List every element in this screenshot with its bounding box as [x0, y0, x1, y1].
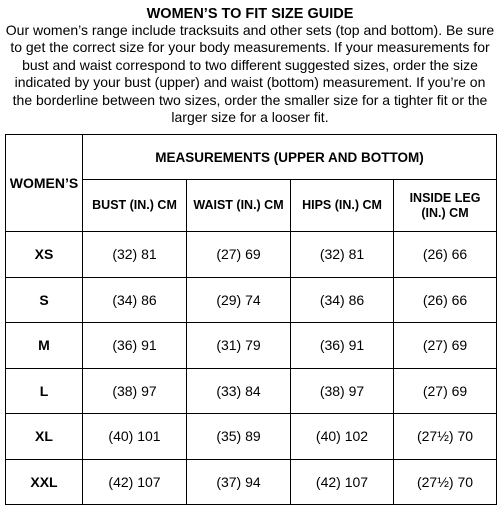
table-row: [6, 323, 497, 369]
bust-value: (40) 101: [83, 414, 187, 460]
inside-leg-value: (27) 69: [394, 323, 497, 369]
column-header-hips: HIPS (IN.) CM: [291, 180, 394, 232]
waist-value: (31) 79: [187, 323, 291, 369]
size-label: L: [6, 368, 83, 414]
bust-value: (32) 81: [83, 232, 187, 278]
column-header-waist: WAIST (IN.) CM: [187, 180, 291, 232]
hips-value: (32) 81: [291, 232, 394, 278]
table-row: [6, 368, 497, 414]
hips-value: (36) 91: [291, 323, 394, 369]
waist-value: (35) 89: [187, 414, 291, 460]
intro-paragraph: Our women’s range include tracksuits and other sets (top and bottom). Be sure to get the correct size for your body measurements. If your measurements for bust and waist correspond to two different suggested sizes, order the size indicated by your bust (upper) and waist (bottom) measurement. If you’re on the borderline between two sizes, order the smaller size for a tighter fit or the larger size for a looser fit.: [5, 22, 495, 126]
bust-value: (38) 97: [83, 368, 187, 414]
hips-value: (40) 102: [291, 414, 394, 460]
column-header-bust: BUST (IN.) CM: [83, 180, 187, 232]
waist-value: (29) 74: [187, 277, 291, 323]
inside-leg-value: (27½) 70: [394, 459, 497, 505]
size-label: XL: [6, 414, 83, 460]
hips-value: (38) 97: [291, 368, 394, 414]
hips-value: (42) 107: [291, 459, 394, 505]
bust-value: (42) 107: [83, 459, 187, 505]
inside-leg-value: (27½) 70: [394, 414, 497, 460]
bust-value: (34) 86: [83, 277, 187, 323]
table-row: [6, 414, 497, 460]
waist-value: (27) 69: [187, 232, 291, 278]
hips-value: (34) 86: [291, 277, 394, 323]
inside-leg-value: (26) 66: [394, 277, 497, 323]
page-title: WOMEN’S TO FIT SIZE GUIDE: [146, 6, 354, 22]
size-table: [5, 134, 497, 505]
table-row: [6, 277, 497, 323]
inside-leg-value: (27) 69: [394, 368, 497, 414]
size-column-header: WOMEN’S: [6, 135, 83, 232]
table-row: [6, 459, 497, 505]
size-label: XXL: [6, 459, 83, 505]
bust-value: (36) 91: [83, 323, 187, 369]
waist-value: (33) 84: [187, 368, 291, 414]
size-label: S: [6, 277, 83, 323]
column-header-inside-leg: INSIDE LEG (IN.) CM: [394, 180, 497, 232]
table-header-row: [6, 135, 497, 180]
measurements-header: MEASUREMENTS (UPPER AND BOTTOM): [83, 135, 497, 180]
size-label: XS: [6, 232, 83, 278]
table-row: [6, 232, 497, 278]
waist-value: (37) 94: [187, 459, 291, 505]
inside-leg-value: (26) 66: [394, 232, 497, 278]
size-label: M: [6, 323, 83, 369]
